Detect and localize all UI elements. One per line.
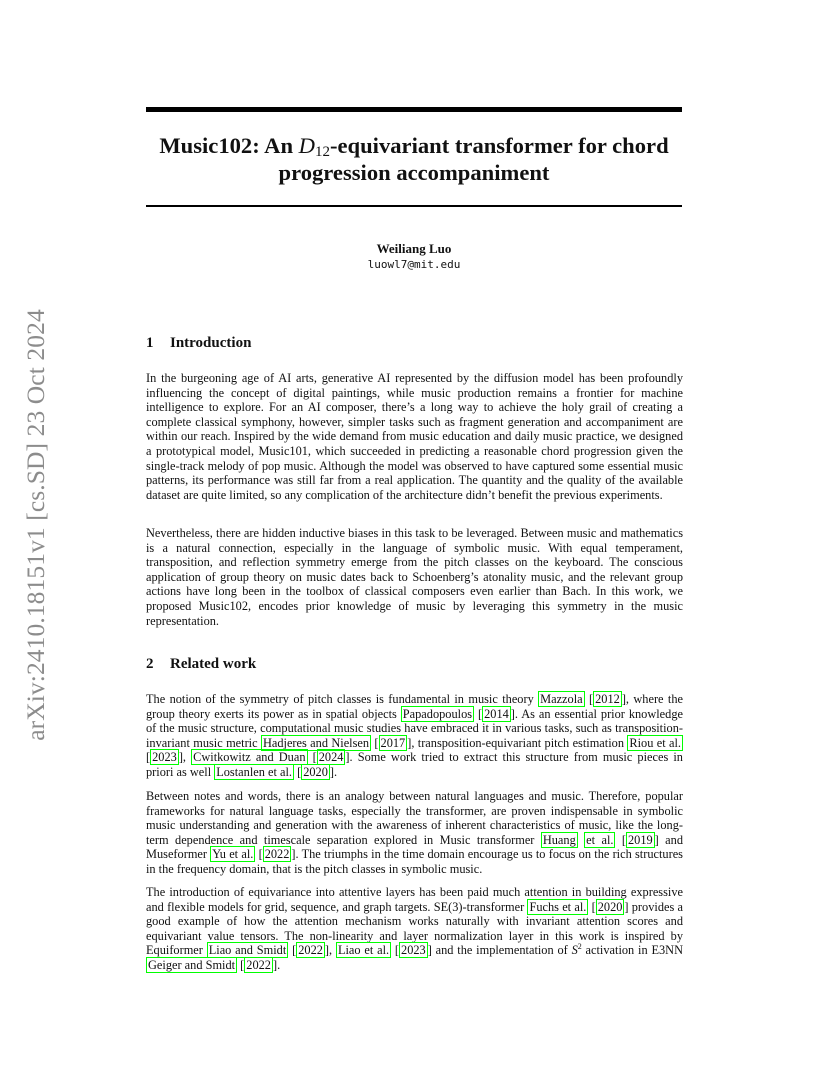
related-paragraph-1: The notion of the symmetry of pitch classes is fundamental in music theory Mazzola [ 2012 ], where the group theory exerts its power as in spatial objects Papadopoulos [ 2014 ]. As an essential prior knowledge of the music structure, computational music studies have embraced it in various tasks, such as transposition-invariant music metric Hadjeres and Nielsen [ 2017 ], transposition-equivariant pitch estimation Riou et al. [ 2023 ], Cwitkowitz and Duan [ 2024 ]. Some work tried to extract this structure from music pieces in priori as well Lostanlen et al. [ 2020 ]. <box>146 692 683 779</box>
title-text-part2: -equivariant transformer for chord <box>330 133 669 158</box>
arxiv-identifier-stamp <box>22 292 50 758</box>
citation-link[interactable]: Liao and Smidt <box>208 943 287 958</box>
citation-year-link[interactable]: 2017 <box>380 735 406 750</box>
citation-link[interactable]: Geiger and Smidt <box>148 957 236 972</box>
intro-paragraph-2: Nevertheless, there are hidden inductive biases in this task to be leveraged. Between music and mathematics is a natural connection, especially in the language of symbolic music. With equal temperament, transposition, and reflection symmetry emerge from the pitch classes on the keyboard. The conscious application of group theory on music dates back to Schoenberg’s atonality music, and the relevant group actions have long been in the toolbox of classical composers even earlier than Bach. In this work, we proposed Music102, encodes prior knowledge of music by leveraging this symmetry in the music representation. <box>146 526 683 628</box>
arxiv-identifier-text: arXiv:2410.18151v1 [cs.SD] 23 Oct 2024 <box>21 309 50 741</box>
citation-year-link[interactable]: 2012 <box>595 692 620 706</box>
citation-link[interactable]: Papadopoulos <box>402 706 473 721</box>
math-s2-symbol: $S^2$ <box>571 942 582 958</box>
section-heading-introduction <box>146 334 682 352</box>
related-paragraph-3: The introduction of equivariance into attentive layers has been paid much attention in building expressive and flexible models for grid, sequence, and graph targets. SE(3)-transformer Fuchs et al. [ 2020 ] provides a good example of how the attention mechanism works naturally with invariant attention scores and equivariant value tensors. The non-linearity and layer normalization layer in this work is inspired by Equiformer Liao and Smidt [ 2022 ], Liao et al. [ 2023 ] and the implementation of $S^2$ activation in E3NN Geiger and Smidt [ 2022 ]. <box>146 885 683 972</box>
citation-link[interactable]: Riou et al. <box>629 735 681 750</box>
citation-link[interactable]: Cwitkowitz and Duan <box>193 750 306 765</box>
author-email: luowl7@mit.edu <box>367 258 461 271</box>
section-title: Related work <box>170 656 257 672</box>
citation-link[interactable]: Mazzola <box>540 692 583 706</box>
citation-link[interactable]: Fuchs et al. <box>529 899 587 914</box>
title-math-symbol: $D_{12}$ <box>298 133 330 160</box>
section-title: Introduction <box>170 335 252 351</box>
section-number: 1 <box>146 335 154 351</box>
intro-paragraph-1: In the burgeoning age of AI arts, generative AI represented by the diffusion model has been profoundly influencing the concept of digital paintings, while music production remains a frontier for machine intelligence to explore. For an AI composer, there’s a long way to achieve the holy grail of creating a complete classical symphony, however, simpler tasks such as fragment generation and accompaniment are within our reach. Inspired by the wide demand from music education and daily music practice, we designed a prototypical model, Music101, which succeeded in predicting a reasonable chord progression given the single-track melody of pop music. Although the model was observed to have captured some essential music patterns, its performance was still far from a real application. The quantity and the quality of the available dataset are quite limited, so any complication of the architecture didn’t benefit the previous experiments. <box>146 371 683 502</box>
citation-link[interactable]: Hadjeres and Nielsen <box>262 735 370 750</box>
citation-year-link[interactable]: 2019 <box>627 832 653 847</box>
citation-year-link[interactable]: 2022 <box>246 957 271 972</box>
section-heading-related-work <box>146 655 682 673</box>
citation-year-link[interactable]: 2023 <box>401 943 426 958</box>
citation-year-link[interactable]: 2022 <box>264 847 290 862</box>
author-name: Weiliang Luo <box>376 241 452 256</box>
citation-year-link[interactable]: 2022 <box>298 943 323 958</box>
title-text-line2: progression accompaniment <box>278 160 550 185</box>
citation-year-link[interactable]: 2023 <box>152 750 177 765</box>
section-number: 2 <box>146 656 154 672</box>
citation-year-link[interactable]: 2014 <box>484 706 509 721</box>
citation-year-link[interactable]: 2020 <box>597 899 623 914</box>
title-top-rule <box>146 107 682 112</box>
related-paragraph-2: Between notes and words, there is an analogy between natural languages and music. Therefore, popular frameworks for natural language tasks, especially the transformer, are proven indispensable in symbolic music understanding and generation with the awareness of inherent characteristics of music, like the long-term dependence and timescale separation explored in Music transformer Huang et al. [ 2019 ] and Museformer Yu et al. [ 2022 ]. The triumphs in the time domain encourage us to focus on the rich structures in the frequency domain, that is the pitch classes in symbolic music. <box>146 789 684 876</box>
citation-link[interactable]: Huang <box>542 832 576 847</box>
citation-year-link[interactable]: 2020 <box>303 764 328 779</box>
citation-link[interactable]: et al. <box>586 832 614 847</box>
citation-link[interactable]: Lostanlen et al. <box>216 764 292 779</box>
citation-link[interactable]: Yu et al. <box>212 847 254 862</box>
citation-link[interactable]: Liao et al. <box>337 943 390 958</box>
paper-title <box>146 132 682 186</box>
author-block <box>146 241 682 272</box>
title-bottom-rule <box>146 205 682 207</box>
citation-year-link[interactable]: 2024 <box>318 750 344 765</box>
title-text-part1: Music102: An <box>159 133 299 158</box>
